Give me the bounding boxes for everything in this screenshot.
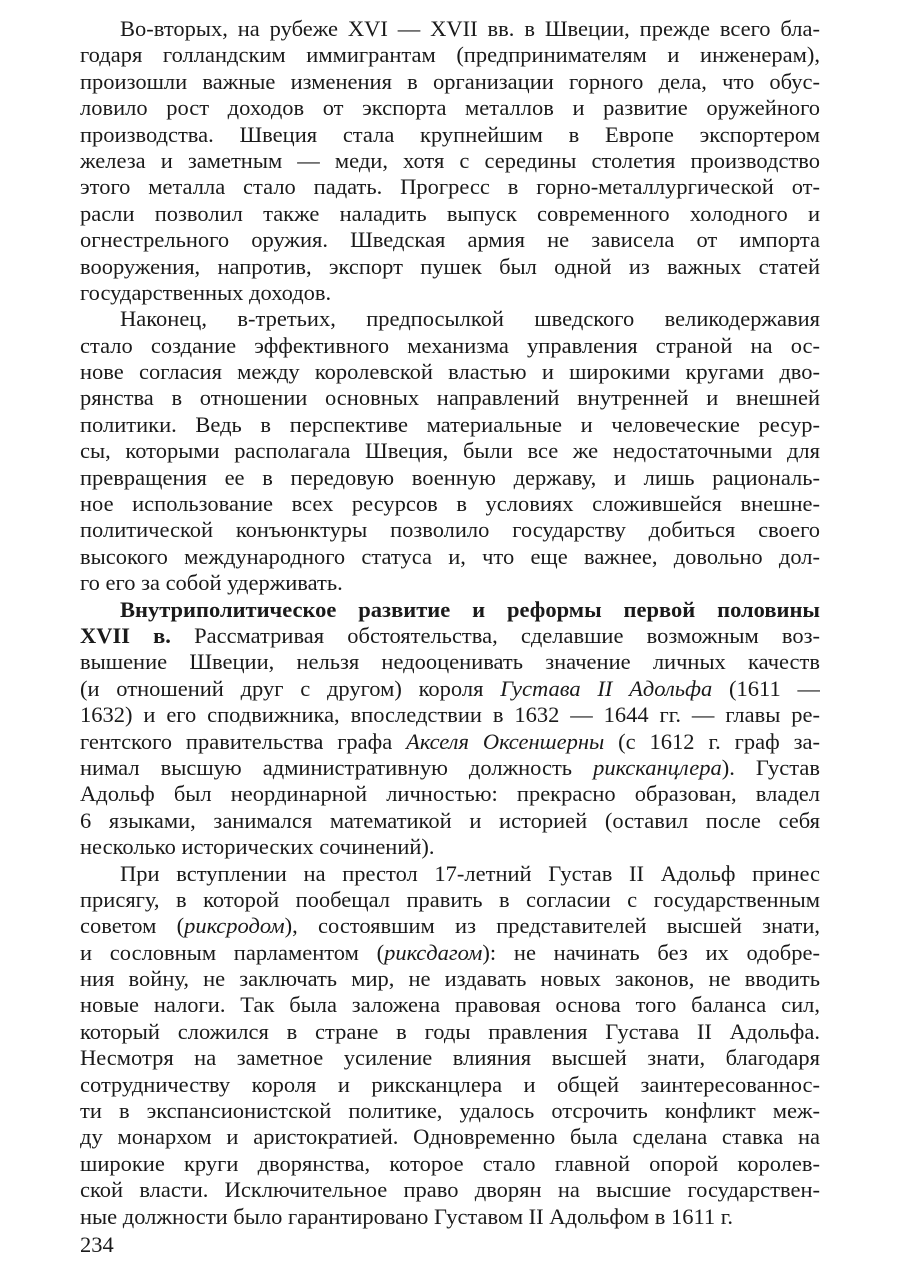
text-line [80, 781, 820, 807]
text-line [80, 42, 820, 68]
text-run: ), состоявшим из представителей высшей знати, [284, 913, 820, 939]
text-line [80, 1151, 820, 1177]
text-line [80, 1072, 820, 1098]
text-run: превращения ее в передовую военную державу, и лишь рациональ- [80, 464, 820, 490]
text-line [80, 1124, 820, 1150]
text-line [80, 227, 820, 253]
text-run: широкие круги дворянства, которое стало главной опорой королев- [80, 1150, 820, 1176]
text-line [80, 966, 820, 992]
text-line [80, 1204, 820, 1230]
text-run: ловило рост доходов от экспорта металлов и развитие оружейного [80, 95, 820, 121]
text-run: политической конъюнктуры позволило государству добиться своего [80, 517, 820, 543]
paragraph [80, 597, 820, 861]
text-line [80, 1019, 820, 1045]
text-run: вооружения, напротив, экспорт пушек был одной из важных статей [80, 253, 820, 279]
text-run: политики. Ведь в перспективе материальные и человеческие ресур- [80, 411, 820, 437]
text-run: ные должности было гарантировано Густавом II Адольфом в 1611 г. [80, 1203, 734, 1229]
text-run: Рассматривая обстоятельства, сделавшие возможным воз- [170, 622, 820, 648]
text-run: рянства в отношении основных направлений внутренней и внешней [80, 385, 820, 411]
text-run: Несмотря на заметное усиление влияния высшей знати, благодаря [80, 1045, 820, 1071]
text-run: присягу, в которой пообещал править в согласии с государственным [80, 886, 820, 912]
text-line [80, 834, 820, 860]
text-run: стало создание эффективного механизма управления страной на ос- [80, 332, 820, 358]
text-run: ти в экспансионистской политике, удалось отсрочить конфликт меж- [80, 1098, 820, 1124]
text-column [80, 16, 820, 1230]
text-line [80, 992, 820, 1018]
paragraph [80, 306, 820, 596]
text-run: огнестрельного оружия. Шведская армия не зависела от импорта [80, 227, 820, 253]
text-run: (и отношений друг с другом) короля [80, 675, 501, 701]
text-line [80, 649, 820, 675]
italic-run: Густава II Адольфа [500, 675, 713, 701]
text-run: Во-вторых, на рубеже XVI — XVII вв. в Швеции, прежде всего бла- [120, 16, 820, 41]
text-line [80, 861, 820, 887]
text-run: этого металла стало падать. Прогресс в горно-металлургической от- [80, 174, 820, 200]
text-line [80, 438, 820, 464]
italic-run: Акселя Оксеншерны [406, 728, 605, 754]
text-line [80, 1045, 820, 1071]
text-run: При вступлении на престол 17-летний Густав II Адольф принес [120, 860, 820, 886]
text-line [80, 887, 820, 913]
text-line [80, 1177, 820, 1203]
text-line [80, 729, 820, 755]
text-line [80, 597, 820, 623]
text-line [80, 517, 820, 543]
italic-run: риксдагом [384, 939, 483, 965]
text-run: который сложился в стране в годы правления Густава II Адольфа. [80, 1018, 820, 1044]
text-line [80, 491, 820, 517]
italic-run: риксродом [184, 913, 285, 939]
text-line [80, 412, 820, 438]
text-run: советом ( [80, 913, 185, 939]
text-line [80, 69, 820, 95]
text-run: вышение Швеции, нельзя недооценивать значение личных качеств [80, 649, 820, 675]
text-run: расли позволил также наладить выпуск современного холодного и [80, 200, 820, 226]
text-line [80, 306, 820, 332]
text-line [80, 465, 820, 491]
text-run: ния войну, не заключать мир, не издавать новых законов, не вводить [80, 966, 820, 992]
text-line [80, 755, 820, 781]
text-run: ской власти. Исключительное право дворян на высшие государствен- [80, 1177, 820, 1203]
paragraph [80, 16, 820, 306]
text-run: ). Густав [721, 754, 820, 780]
text-run: Адольф был неординарной личностью: прекрасно образован, владел [80, 781, 820, 807]
text-run: ду монархом и аристократией. Одновременно была сделана ставка на [80, 1124, 820, 1150]
text-run: 1632) и его сподвижника, впоследствии в 1632 — 1644 гг. — главы ре- [80, 702, 820, 728]
text-line [80, 913, 820, 939]
text-line [80, 702, 820, 728]
text-line [80, 570, 820, 596]
text-line [80, 333, 820, 359]
text-run: высокого международного статуса и, что еще важнее, довольно дол- [80, 543, 820, 569]
text-run: гентского правительства графа [80, 728, 407, 754]
text-line [80, 940, 820, 966]
text-run: Наконец, в-третьих, предпосылкой шведского великодержавия [120, 306, 820, 332]
text-line [80, 122, 820, 148]
text-line [80, 385, 820, 411]
text-run: железа и заметным — меди, хотя с середины столетия производство [80, 147, 820, 173]
page-number: 234 [80, 1232, 114, 1257]
text-run: новые налоги. Так была заложена правовая основа того баланса сил, [80, 992, 820, 1018]
text-line [80, 359, 820, 385]
text-line [80, 16, 820, 42]
text-run: годаря голландским иммигрантам (предпринимателям и инженерам), [80, 42, 820, 68]
text-run: го его за собой удерживать. [80, 570, 343, 596]
text-run: нимал высшую административную должность [80, 754, 594, 780]
text-line [80, 1098, 820, 1124]
text-run: (с 1612 г. граф за- [604, 728, 820, 754]
text-run: и сословным парламентом ( [80, 939, 385, 965]
text-line [80, 544, 820, 570]
bold-run: XVII в. [80, 622, 171, 648]
text-run: произошли важные изменения в организации горного дела, что обус- [80, 68, 820, 94]
text-run: (1611 — [712, 675, 820, 701]
text-run: несколько исторических сочинений). [80, 834, 435, 860]
text-line [80, 280, 820, 306]
text-run: нове согласия между королевской властью и широкими кругами дво- [80, 359, 820, 385]
bold-run: Внутриполитическое развитие и реформы первой половины [120, 596, 820, 622]
text-line [80, 808, 820, 834]
text-run: ное использование всех ресурсов в условиях сложившейся внешне- [80, 491, 820, 517]
text-line [80, 174, 820, 200]
paragraph [80, 861, 820, 1230]
text-line [80, 676, 820, 702]
text-line [80, 201, 820, 227]
text-run: государственных доходов. [80, 279, 332, 305]
text-run: ): не начинать без их одобре- [482, 939, 820, 965]
text-run: 6 языками, занимался математикой и историей (оставил после себя [80, 807, 820, 833]
text-run: сы, которыми располагала Швеция, были все же недостаточными для [80, 438, 820, 464]
text-line [80, 623, 820, 649]
text-line [80, 95, 820, 121]
text-line [80, 148, 820, 174]
text-run: производства. Швеция стала крупнейшим в Европе экспортером [80, 121, 820, 147]
text-line [80, 254, 820, 280]
italic-run: риксканцлера [593, 754, 722, 780]
text-run: сотрудничеству короля и риксканцлера и общей заинтересованнос- [80, 1071, 820, 1097]
